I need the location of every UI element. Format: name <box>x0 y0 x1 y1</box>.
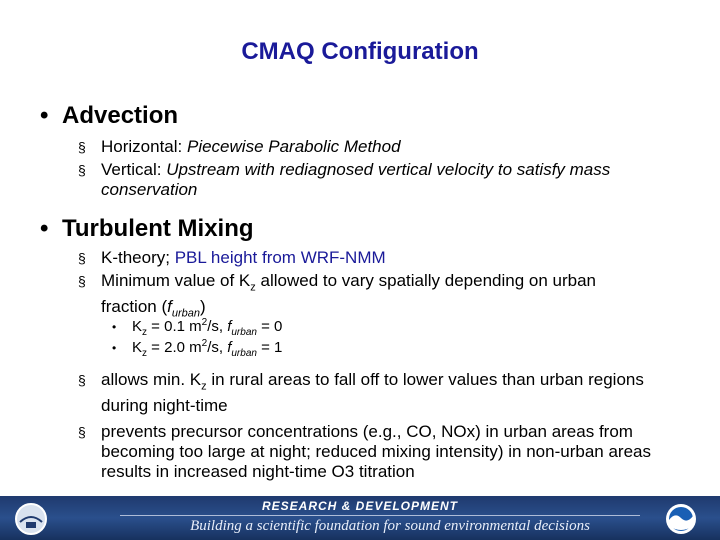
bullet-turbulent-mixing: • Turbulent Mixing <box>40 215 254 242</box>
mixing-allows: § allows min. $K_z$ in rural areas to fall off to lower values than urban regions during night-time <box>78 370 644 416</box>
mixing-prevents: § prevents precursor concentrations (e.g., CO, NOx) in urban areas from becoming too large at night; reduced mixing intensity) in non-urban areas results in increased night-time O3 titration <box>78 422 651 481</box>
advection-heading: Advection <box>62 102 179 129</box>
epa-logo-icon <box>14 502 48 536</box>
mixing-case-2: • $K_z = 2.0$ $m^2/s$, $f_{urban} = 1$ <box>112 338 283 359</box>
bullet-advection: • Advection <box>40 102 179 129</box>
mixing-case-1: • $K_z = 0.1$ $m^2/s$, $f_{urban} = 0$ <box>112 317 283 338</box>
advection-vertical: § Vertical: Upstream with rediagnosed vertical velocity to satisfy mass conservation <box>78 160 611 199</box>
mixing-heading: Turbulent Mixing <box>62 215 254 242</box>
footer-divider <box>120 515 640 516</box>
mixing-ktheory: § K-theory; PBL height from WRF-NMM <box>78 248 386 267</box>
footer-label: RESEARCH & DEVELOPMENT <box>261 499 459 513</box>
mixing-minimum-kz: § Minimum value of $K_z$ allowed to vary spatially depending on urban fraction $(f_{urban})$ <box>78 271 597 320</box>
footer-banner <box>0 496 720 540</box>
slide-title: CMAQ Configuration <box>241 38 479 65</box>
footer-tagline: Building a scientific foundation for sound environmental decisions <box>190 518 590 534</box>
noaa-logo-icon <box>664 502 698 536</box>
advection-horizontal: § Horizontal: Piecewise Parabolic Method <box>78 137 401 156</box>
